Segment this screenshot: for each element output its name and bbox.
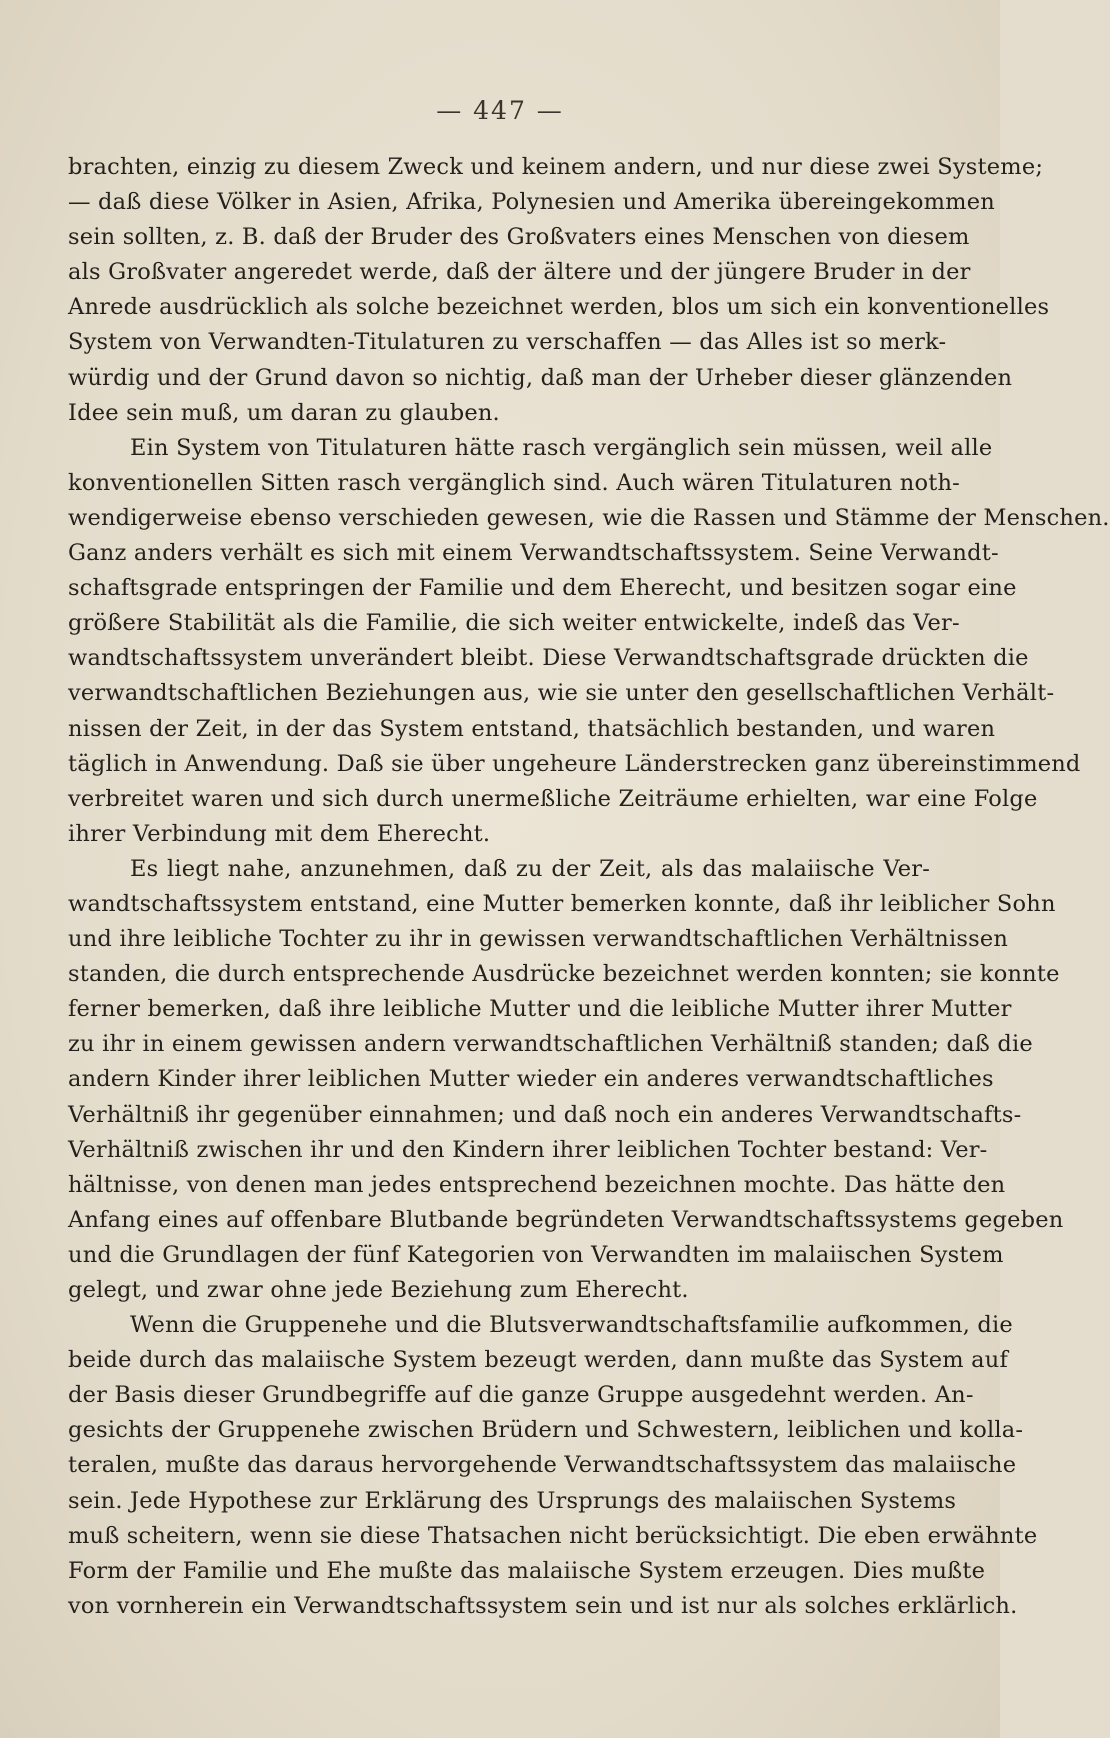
text-line: würdig und der Grund davon so nichtig, daß man der Urheber dieser glänzenden (68, 364, 1013, 391)
text-line: Verhältniß zwischen ihr und den Kindern ihrer leiblichen Tochter bestand: Ver- (68, 1136, 988, 1163)
text-line: teralen, mußte das daraus hervorgehende Verwandtschaftssystem das malaiische (68, 1452, 1017, 1479)
paragraph-3 (68, 852, 1064, 1308)
text-line: als Großvater angeredet werde, daß der ältere und der jüngere Bruder in der (68, 259, 971, 286)
text-line: standen, die durch entsprechende Ausdrücke bezeichnet werden konnten; sie konnte (68, 961, 1060, 988)
text-line: gelegt, und zwar ohne jede Beziehung zum Eherecht. (68, 1277, 689, 1303)
text-line: brachten, einzig zu diesem Zweck und keinem andern, und nur diese zwei Systeme; (68, 154, 1044, 180)
text-line: Idee sein muß, um daran zu glauben. (68, 399, 500, 426)
text-line: muß scheitern, wenn sie diese Thatsachen nicht berücksichtigt. Die eben erwähnte (68, 1522, 1038, 1549)
text-line: Anfang eines auf offenbare Blutbande begründeten Verwandtschaftssystems gegeben (68, 1206, 1064, 1233)
text-line: Wenn die Gruppenehe und die Blutsverwandtschaftsfamilie aufkommen, die (130, 1312, 1013, 1339)
text-line: ferner bemerken, daß ihre leibliche Mutter und die leibliche Mutter ihrer Mutter (68, 996, 1012, 1023)
text-line: sein. Jede Hypothese zur Erklärung des Ursprungs des malaiischen Systems (68, 1487, 957, 1514)
text-line: täglich in Anwendung. Daß sie über ungeheure Länderstrecken ganz übereinstimmend (68, 750, 1081, 777)
text-line: — daß diese Völker in Asien, Afrika, Polynesien und Amerika übereingekommen (68, 189, 995, 216)
text-line: Form der Familie und Ehe mußte das malaiische System erzeugen. Dies mußte (68, 1557, 986, 1584)
text-line: Es liegt nahe, anzunehmen, daß zu der Zeit, als das malaiische Ver- (130, 855, 930, 882)
paragraph-4 (68, 1308, 1038, 1624)
page-number: — 447 — (436, 96, 564, 125)
text-line: größere Stabilität als die Familie, die sich weiter entwickelte, indeß das Ver- (68, 610, 960, 637)
body-text (68, 150, 1110, 1624)
text-line: wandtschaftssystem entstand, eine Mutter bemerken konnte, daß ihr leiblicher Sohn (68, 890, 1056, 917)
text-line: und ihre leibliche Tochter zu ihr in gewissen verwandtschaftlichen Verhältnissen (68, 926, 1009, 953)
text-line: nissen der Zeit, in der das System entstand, thatsächlich bestanden, und waren (68, 715, 996, 742)
text-line: Ein System von Titulaturen hätte rasch vergänglich sein müssen, weil alle (130, 434, 993, 461)
text-line: verwandtschaftlichen Beziehungen aus, wie sie unter den gesellschaftlichen Verhält- (68, 680, 1055, 707)
text-line: andern Kinder ihrer leiblichen Mutter wieder ein anderes verwandtschaftliches (68, 1066, 994, 1093)
text-line: wandtschaftssystem unverändert bleibt. Diese Verwandtschaftsgrade drückten die (68, 645, 1029, 672)
text-line: wendigerweise ebenso verschieden gewesen, wie die Rassen und Stämme der Menschen. (68, 504, 1110, 531)
text-line: schaftsgrade entspringen der Familie und dem Eherecht, und besitzen sogar eine (68, 575, 1017, 602)
text-line: der Basis dieser Grundbegriffe auf die ganze Gruppe ausgedehnt werden. An- (68, 1382, 974, 1409)
text-line: System von Verwandten-Titulaturen zu verschaffen — das Alles ist so merk- (68, 329, 947, 356)
text-line: konventionellen Sitten rasch vergänglich sind. Auch wären Titulaturen noth- (68, 469, 960, 496)
paragraph-2 (68, 431, 1110, 852)
text-line: gesichts der Gruppenehe zwischen Brüdern und Schwestern, leiblichen und kolla- (68, 1417, 1024, 1444)
text-line: und die Grundlagen der fünf Kategorien von Verwandten im malaiischen System (68, 1241, 1004, 1268)
text-line: zu ihr in einem gewissen andern verwandtschaftlichen Verhältniß standen; daß die (68, 1031, 1033, 1058)
text-line: Anrede ausdrücklich als solche bezeichnet werden, blos um sich ein konventionelles (68, 294, 1050, 321)
text-line: ihrer Verbindung mit dem Eherecht. (68, 820, 491, 847)
text-line: sein sollten, z. B. daß der Bruder des Großvaters eines Menschen von diesem (68, 224, 970, 251)
paragraph-1 (68, 150, 1050, 431)
text-line: Ganz anders verhält es sich mit einem Verwandtschaftssystem. Seine Verwandt- (68, 540, 999, 567)
text-line: beide durch das malaiische System bezeugt werden, dann mußte das System auf (68, 1347, 1008, 1374)
text-line: Verhältniß ihr gegenüber einnahmen; und daß noch ein anderes Verwandtschafts- (68, 1101, 1022, 1128)
text-line: von vornherein ein Verwandtschaftssystem sein und ist nur als solches erklärlich. (68, 1592, 1018, 1619)
text-line: verbreitet waren und sich durch unermeßliche Zeiträume erhielten, war eine Folge (68, 785, 1038, 812)
text-line: hältnisse, von denen man jedes entsprechend bezeichnen mochte. Das hätte den (68, 1171, 1006, 1198)
